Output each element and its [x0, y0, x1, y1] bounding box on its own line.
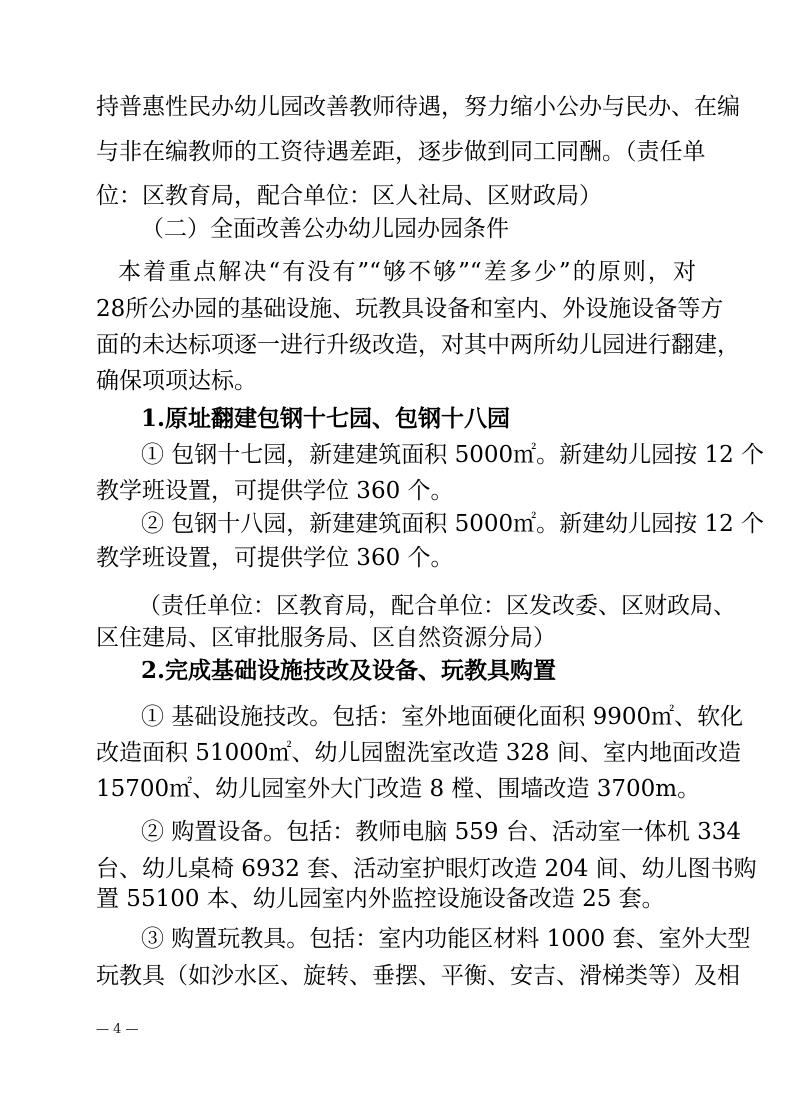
list-item-line: ② 购置设备。包括：教师电脑 559 台、活动室一体机 334 — [141, 819, 742, 845]
responsibility-note: 区住建局、区审批服务局、区自然资源分局） — [96, 625, 556, 651]
list-item-line: ③ 购置玩教具。包括：室内功能区材料 1000 套、室外大型 — [141, 926, 751, 952]
paragraph-line: 与非在编教师的工资待遇差距，逐步做到同工同酬。（责任单 — [96, 139, 706, 165]
list-item-line: 台、幼儿桌椅 6932 套、活动室护眼灯改造 204 间、幼儿图书购 — [96, 856, 757, 882]
paragraph-line: 持普惠性民办幼儿园改善教师待遇，努力缩小公办与民办、在编 — [96, 94, 740, 120]
list-item-line: 玩教具（如沙水区、旋转、垂摆、平衡、安吉、滑梯类等）及相 — [96, 963, 740, 989]
subsection-heading: 2.完成基础设施技改及设备、玩教具购置 — [141, 657, 557, 684]
page-number: — 4 — — [96, 1022, 139, 1037]
section-heading: （二）全面改善公办幼儿园办园条件 — [141, 216, 509, 242]
paragraph-line: 本着重点解决“有没有”“够不够”“差多少”的原则，对 — [118, 259, 696, 285]
list-item-line: 置 55100 本、幼儿园室内外监控设施设备改造 25 套。 — [96, 886, 665, 912]
list-item-line: ① 包钢十七园，新建建筑面积 5000㎡。新建幼儿园按 12 个 — [141, 442, 765, 468]
list-item-line: ② 包钢十八园，新建建筑面积 5000㎡。新建幼儿园按 12 个 — [141, 511, 765, 537]
list-item-line: 15700㎡、幼儿园室外大门改造 8 樘、围墙改造 3700m。 — [96, 776, 701, 802]
paragraph-line: 确保项项达标。 — [96, 368, 257, 394]
list-item-line: 教学班设置，可提供学位 360 个。 — [96, 478, 454, 504]
responsibility-note: （责任单位：区教育局，配合单位：区发改委、区财政局、 — [138, 593, 736, 619]
paragraph-line: 28所公办园的基础设施、玩教具设备和室内、外设施设备等方 — [96, 296, 724, 322]
paragraph-line: 位：区教育局，配合单位：区人社局、区财政局） — [96, 183, 602, 209]
list-item-line: 教学班设置，可提供学位 360 个。 — [96, 545, 454, 571]
subsection-heading: 1.原址翻建包钢十七园、包钢十八园 — [141, 405, 511, 432]
list-item-line: 改造面积 51000㎡、幼儿园盥洗室改造 328 间、室内地面改造 — [96, 740, 741, 766]
paragraph-line: 面的未达标项逐一进行升级改造，对其中两所幼儿园进行翻建， — [96, 332, 740, 358]
list-item-line: ① 基础设施技改。包括：室外地面硬化面积 9900㎡、软化 — [141, 704, 744, 730]
